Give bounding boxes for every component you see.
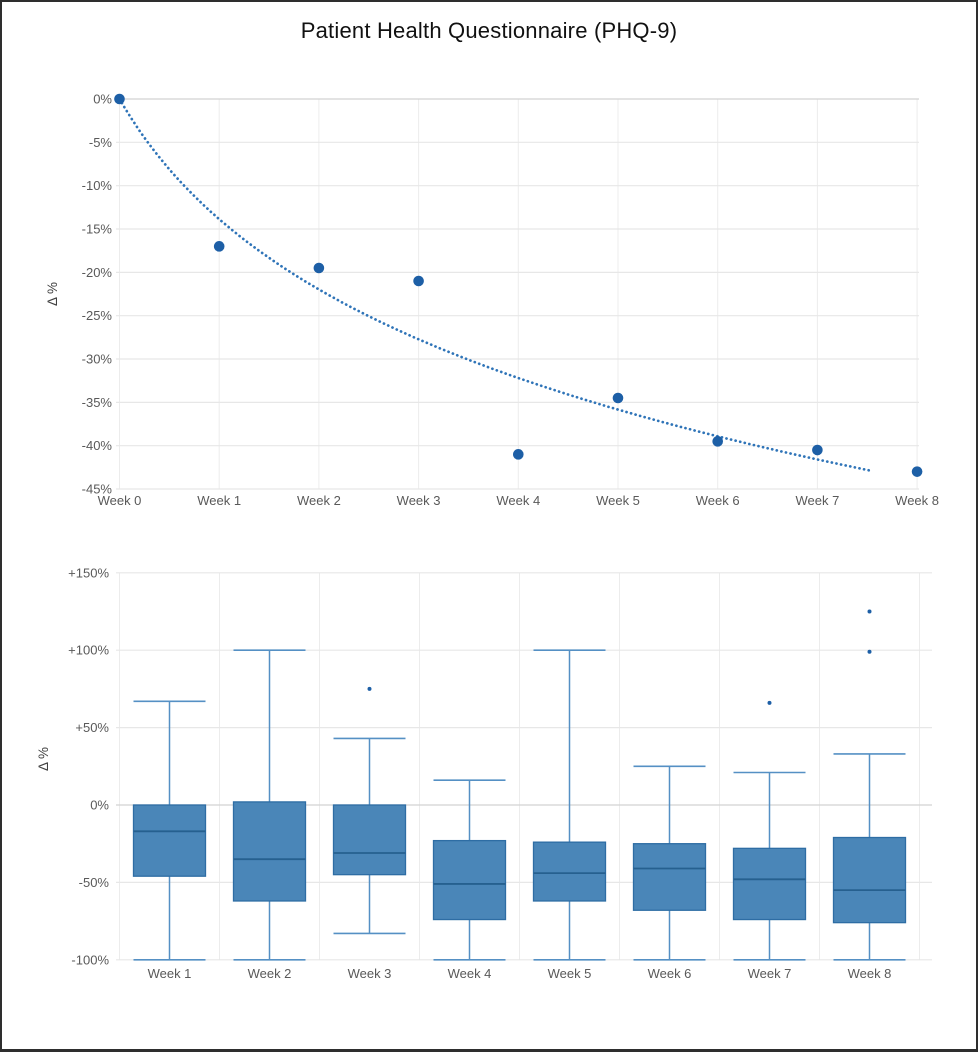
y-tick-label: -15%	[81, 221, 112, 237]
iqr-box	[834, 838, 906, 923]
outlier-dot	[868, 610, 872, 614]
box-week-6	[634, 766, 706, 960]
y-tick-label: -25%	[81, 308, 112, 324]
y-tick-label: -45%	[81, 481, 112, 497]
y-axis-label: Δ %	[45, 281, 60, 307]
x-tick-label: Week 5	[547, 966, 592, 981]
x-tick-label: Week 0	[97, 493, 142, 508]
iqr-box	[534, 842, 606, 901]
x-tick-label: Week 6	[695, 493, 740, 508]
box-week-1	[134, 701, 206, 960]
box-week-3	[334, 687, 406, 934]
x-tick-label: Week 1	[147, 966, 192, 981]
figure-title: Patient Health Questionnaire (PHQ-9)	[300, 18, 678, 43]
iqr-box	[634, 844, 706, 911]
y-tick-label: -5%	[88, 134, 112, 150]
x-tick-label: Week 3	[347, 966, 392, 981]
iqr-box	[734, 848, 806, 919]
y-tick-label: +100%	[68, 642, 109, 658]
trend-line	[120, 99, 874, 471]
y-tick-label: +150%	[68, 565, 109, 581]
scatter-point-week-8	[912, 466, 923, 477]
scatter-point-week-4	[513, 449, 524, 460]
boxplot-chart	[2, 547, 978, 1052]
y-tick-label: -20%	[81, 264, 112, 280]
gridlines	[116, 99, 919, 489]
scatter-point-week-0	[114, 94, 125, 105]
y-tick-label: -40%	[81, 438, 112, 454]
scatter-trend-chart	[2, 62, 978, 532]
box-week-2	[234, 650, 306, 960]
x-tick-label: Week 4	[496, 493, 541, 508]
box-week-7	[734, 701, 806, 960]
y-tick-label: -30%	[81, 351, 112, 367]
x-tick-label: Week 8	[847, 966, 892, 981]
x-tick-label: Week 2	[296, 493, 341, 508]
scatter-point-week-2	[314, 263, 325, 274]
outlier-dot	[768, 701, 772, 705]
scatter-point-week-3	[413, 276, 424, 287]
y-tick-label: -35%	[81, 394, 112, 410]
iqr-box	[434, 841, 506, 920]
x-tick-label: Week 6	[647, 966, 692, 981]
scatter-point-week-1	[214, 241, 225, 252]
x-tick-label: Week 8	[895, 493, 940, 508]
x-tick-label: Week 5	[596, 493, 640, 508]
y-tick-label: -10%	[81, 178, 112, 194]
scatter-point-week-7	[812, 445, 823, 456]
y-tick-label: -50%	[78, 874, 109, 890]
y-tick-label: -100%	[71, 952, 109, 968]
iqr-box	[334, 805, 406, 875]
y-tick-label: 0%	[90, 797, 109, 813]
x-tick-label: Week 7	[795, 493, 840, 508]
scatter-point-week-5	[613, 393, 624, 404]
outlier-dot	[868, 650, 872, 654]
y-tick-label: 0%	[93, 91, 112, 107]
x-tick-label: Week 1	[197, 493, 242, 508]
scatter-point-week-6	[712, 436, 723, 447]
outlier-dot	[368, 687, 372, 691]
x-tick-label: Week 3	[396, 493, 441, 508]
x-tick-label: Week 2	[247, 966, 292, 981]
box-week-8	[834, 610, 906, 960]
gridlines	[116, 573, 932, 960]
iqr-box	[234, 802, 306, 901]
y-axis-label: Δ %	[36, 746, 51, 772]
iqr-box	[134, 805, 206, 876]
y-tick-label: +50%	[75, 720, 109, 736]
box-week-4	[434, 780, 506, 960]
x-tick-label: Week 4	[447, 966, 492, 981]
x-tick-label: Week 7	[747, 966, 792, 981]
